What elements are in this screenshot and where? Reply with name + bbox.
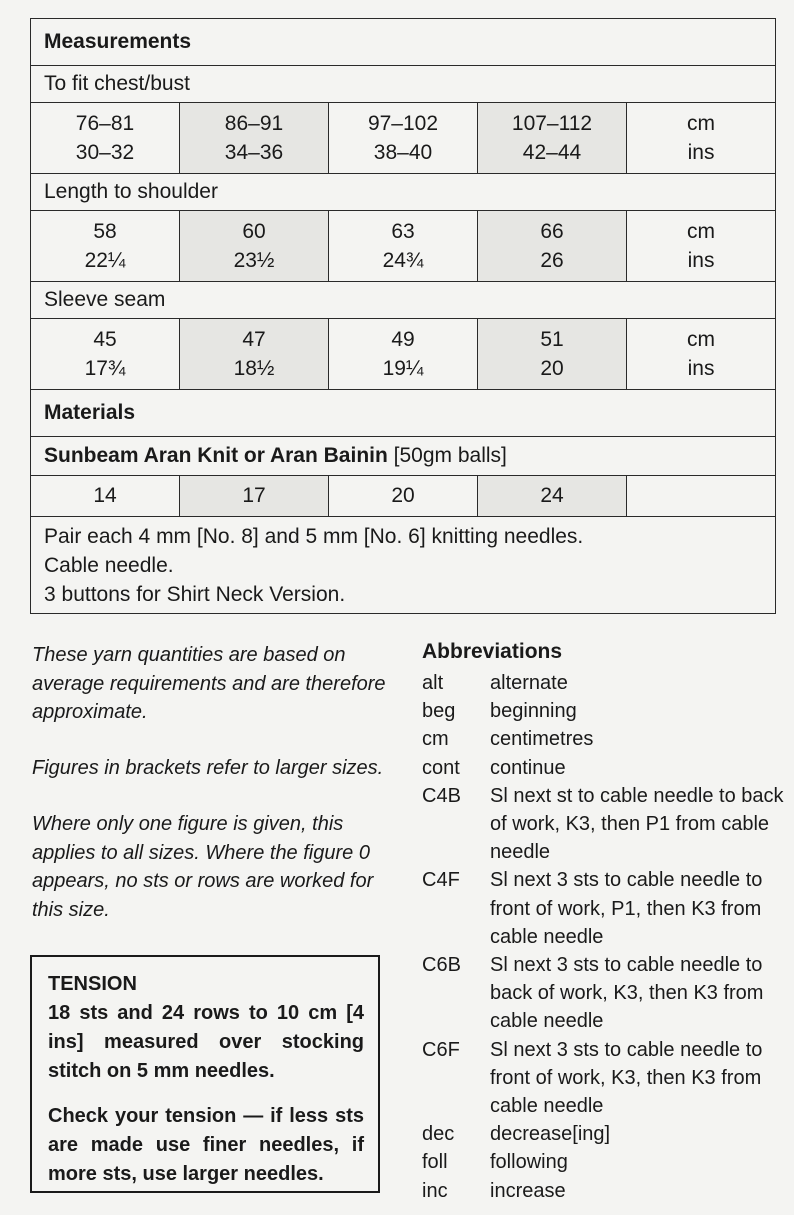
- qty-size-2: 17: [180, 476, 329, 517]
- abbreviation-desc: Sl next 3 sts to cable needle to front of work, P1, then K3 from cable needle: [490, 869, 763, 948]
- chest-units: cm ins: [627, 103, 776, 174]
- sleeve-size-2: 47 18½: [180, 319, 329, 390]
- abbreviation-item: [422, 669, 792, 697]
- abbreviation-desc: alternate: [490, 672, 568, 694]
- abbreviation-desc: centimetres: [490, 728, 594, 751]
- chest-row: [31, 103, 776, 174]
- yarn-line: [31, 437, 776, 476]
- abbreviation-code: dec: [422, 1123, 455, 1146]
- note-cable: Cable needle.: [44, 553, 174, 577]
- length-size-4: 66 26: [478, 211, 627, 282]
- abbreviation-code: alt: [422, 672, 444, 694]
- chest-label: To fit chest/bust: [31, 66, 776, 103]
- chest-size-4: 107–112 42–44: [478, 103, 627, 174]
- length-size-2: 60 23½: [180, 211, 329, 282]
- sleeve-units: cm ins: [627, 319, 776, 390]
- abbreviation-code: foll: [422, 1151, 448, 1174]
- abbreviation-item: [422, 1148, 792, 1176]
- abbreviations-title: Abbreviations: [422, 640, 563, 663]
- abbreviation-desc: Sl next 3 sts to cable needle to back of work, K3, then K3 from cable needle: [490, 954, 764, 1033]
- measurements-title: Measurements: [31, 19, 776, 66]
- note-needles: Pair each 4 mm [No. 8] and 5 mm [No. 6] knitting needles.: [44, 524, 584, 548]
- yarn-unit: [50gm balls]: [387, 444, 507, 467]
- length-label: Length to shoulder: [31, 174, 776, 211]
- tension-title: TENSION: [48, 973, 137, 995]
- abbreviation-code: cm: [422, 728, 449, 751]
- abbreviation-item: [422, 725, 792, 753]
- note-buttons: 3 buttons for Shirt Neck Version.: [44, 582, 346, 606]
- abbreviation-desc: decrease[ing]: [490, 1123, 611, 1146]
- abbreviation-item: [422, 1120, 792, 1148]
- length-size-3: 63 24¾: [329, 211, 478, 282]
- qty-size-4: 24: [478, 476, 627, 517]
- qty-size-1: 14: [31, 476, 180, 517]
- materials-notes: [31, 517, 776, 614]
- abbreviation-item: [422, 1036, 792, 1121]
- abbreviation-code: beg: [422, 700, 456, 723]
- abbreviation-item: [422, 866, 792, 951]
- sleeve-row: [31, 319, 776, 390]
- abbreviation-desc: beginning: [490, 700, 577, 723]
- length-size-1: 58 22¼: [31, 211, 180, 282]
- length-row: [31, 211, 776, 282]
- qty-empty: [627, 476, 776, 517]
- sleeve-size-4: 51 20: [478, 319, 627, 390]
- info-yarn-quantities: These yarn quantities are based on average requirements and are therefore approximate.: [32, 644, 386, 723]
- abbreviation-item: [422, 951, 792, 1036]
- tension-text: 18 sts and 24 rows to 10 cm [4 ins] measured over stocking stitch on 5 mm needles.: [48, 1002, 364, 1082]
- qty-size-3: 20: [329, 476, 478, 517]
- measurements-table: [30, 18, 776, 614]
- abbreviation-code: C6B: [422, 954, 461, 977]
- abbreviation-desc: Sl next st to cable needle to back of work, K3, then P1 from cable needle: [490, 784, 784, 864]
- info-one-figure: Where only one figure is given, this applies to all sizes. Where the figure 0 appears, no sts or rows are worked for this size.: [32, 813, 374, 921]
- abbreviation-item: [422, 782, 792, 867]
- tension-check: Check your tension — if less sts are made use finer needles, if more sts, use larger needles.: [48, 1105, 364, 1185]
- chest-size-2: 86–91 34–36: [180, 103, 329, 174]
- abbreviation-desc: Sl next 3 sts to cable needle to front of work, K3, then K3 from cable needle: [490, 1038, 763, 1118]
- length-units: cm ins: [627, 211, 776, 282]
- abbreviation-code: cont: [422, 756, 460, 779]
- abbreviation-code: inc: [422, 1179, 448, 1202]
- abbreviation-item: [422, 697, 792, 725]
- sleeve-label: Sleeve seam: [31, 282, 776, 319]
- yarn-name: Sunbeam Aran Knit or Aran Bainin: [44, 444, 388, 467]
- abbreviation-item: [422, 754, 792, 782]
- abbreviation-code: C4F: [422, 869, 460, 892]
- abbreviation-desc: increase: [490, 1179, 566, 1202]
- sleeve-size-3: 49 19¼: [329, 319, 478, 390]
- chest-size-1: 76–81 30–32: [31, 103, 180, 174]
- abbreviations-list: [422, 669, 792, 1205]
- abbreviation-desc: following: [490, 1151, 568, 1174]
- sleeve-size-1: 45 17¾: [31, 319, 180, 390]
- abbreviation-code: C4B: [422, 784, 461, 807]
- abbreviation-code: C6F: [422, 1038, 460, 1061]
- quantity-row: [31, 476, 776, 517]
- abbreviation-item: [422, 1177, 792, 1205]
- chest-size-3: 97–102 38–40: [329, 103, 478, 174]
- abbreviation-desc: continue: [490, 756, 566, 779]
- tension-box: [30, 955, 380, 1193]
- materials-title: Materials: [31, 390, 776, 437]
- info-brackets: Figures in brackets refer to larger sizes.: [32, 757, 384, 779]
